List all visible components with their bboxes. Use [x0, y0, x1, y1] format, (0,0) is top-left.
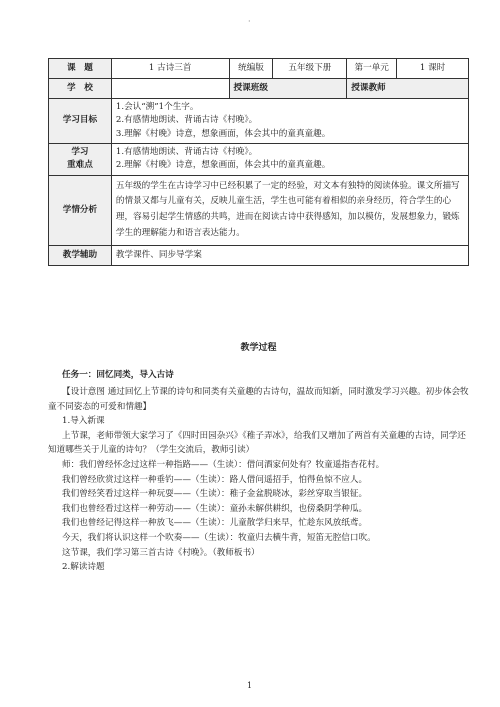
topic-title: 1 古诗三首	[111, 59, 229, 79]
process-line: 2.解读诗题	[62, 562, 105, 573]
goals-content	[111, 99, 468, 144]
row-topic	[49, 59, 469, 79]
analysis-label: 学情分析	[49, 175, 112, 246]
key-point-item: 1.有感情地朗读、背诵古诗《村晚》。	[115, 146, 258, 157]
goal-item: 2.有感情地朗读、背诵古诗《村晚》。	[115, 115, 258, 126]
process-line: 这节课，我们学习第三首古诗《村晚》。（教师板书）	[62, 547, 260, 558]
row-goals	[49, 99, 469, 144]
process-line: 1.导入新课	[62, 416, 105, 427]
task-heading: 任务一：回忆同类，导入古诗	[62, 370, 174, 381]
row-analysis	[49, 175, 469, 246]
topic-label: 课 题	[49, 59, 112, 79]
process-title: 教学过程	[240, 343, 277, 353]
row-key-points	[49, 143, 469, 175]
analysis-text: 五年级的学生在古诗学习中已经积累了一定的经验，对文本有独特的阅读体验。课文所描写的情景又都与儿童有关，反映儿童生活，学生也可能有着相似的亲身经历，符合学生的心理，容易引起学生情感的共鸣，进而在阅读古诗中获得感知，加以模仿，发展想象力，锻炼学生的理解能力和语言表达能力。	[111, 175, 468, 246]
class-label: 授课班级	[229, 79, 347, 99]
row-school	[49, 79, 469, 99]
aids-label: 教学辅助	[49, 246, 112, 266]
goal-item: 1.会认“溯”1个生字。	[115, 102, 199, 112]
hours-cell: 1 课时	[397, 59, 469, 79]
aids-text: 教学课件、同步导学案	[111, 246, 468, 266]
process-line: 师：我们曾经怀念过这样一种指路——（生读）：借问酒家何处有？牧童遥指杏花村。	[62, 459, 385, 470]
key-points-content	[111, 143, 468, 175]
lesson-plan-table	[48, 58, 469, 266]
key-points-label	[49, 143, 112, 175]
teacher-label: 授课教师	[347, 79, 469, 99]
school-value	[111, 79, 229, 99]
process-line: 我们也曾经记得这样一种放飞——（生读）：儿童散学归来早，忙趁东风放纸鸢。	[62, 518, 368, 529]
school-label: 学 校	[49, 79, 112, 99]
key-point-item: 2.理解《村晚》诗意，想象画面，体会其中的童真童趣。	[115, 160, 331, 171]
goals-label: 学习目标	[49, 99, 112, 144]
key-points-label-line2: 重难点	[67, 160, 93, 171]
teaching-process	[48, 341, 469, 575]
goal-item: 3.理解《村晚》诗意，想象画面，体会其中的童真童趣。	[115, 128, 331, 139]
process-line: 我们也曾经看过这样一种劳动——（生读）：童孙未解供耕织，也傍桑阴学种瓜。	[62, 503, 368, 514]
top-mark: ·	[248, 17, 251, 26]
process-line: 我们曾经欣赏过这样一种垂钓——（生读）：路人借问遥招手，怕得鱼惊不应人。	[62, 474, 368, 485]
row-aids	[49, 246, 469, 266]
key-points-label-line1: 学习	[71, 146, 89, 157]
grade-cell: 五年级下册	[273, 59, 347, 79]
edition-cell: 统编版	[229, 59, 273, 79]
process-line: 今天，我们将认识这样一个吹奏——（生读）：牧童归去横牛背，短笛无腔信口吹。	[62, 533, 376, 543]
process-line: 我们曾经笑看过这样一种玩耍——（生读）：稚子金盆脱晓冰，彩丝穿取当银钲。	[62, 489, 368, 500]
process-line: 上节课，老师带领大家学习了《四时田园杂兴》《稚子弄冰》，给我们又增加了两首有关童趣的古诗，同学还知道哪些关于儿童的诗句？（学生交流后，教师引读）	[48, 430, 466, 456]
design-intent: 【设计意图 通过回忆上节课的诗句和同类有关童趣的古诗句，温故而知新，同时激发学习兴趣。初步体会牧童不同姿态的可爱和情趣】	[48, 386, 469, 412]
unit-cell: 第一单元	[347, 59, 397, 79]
page-number: 1	[247, 681, 253, 690]
